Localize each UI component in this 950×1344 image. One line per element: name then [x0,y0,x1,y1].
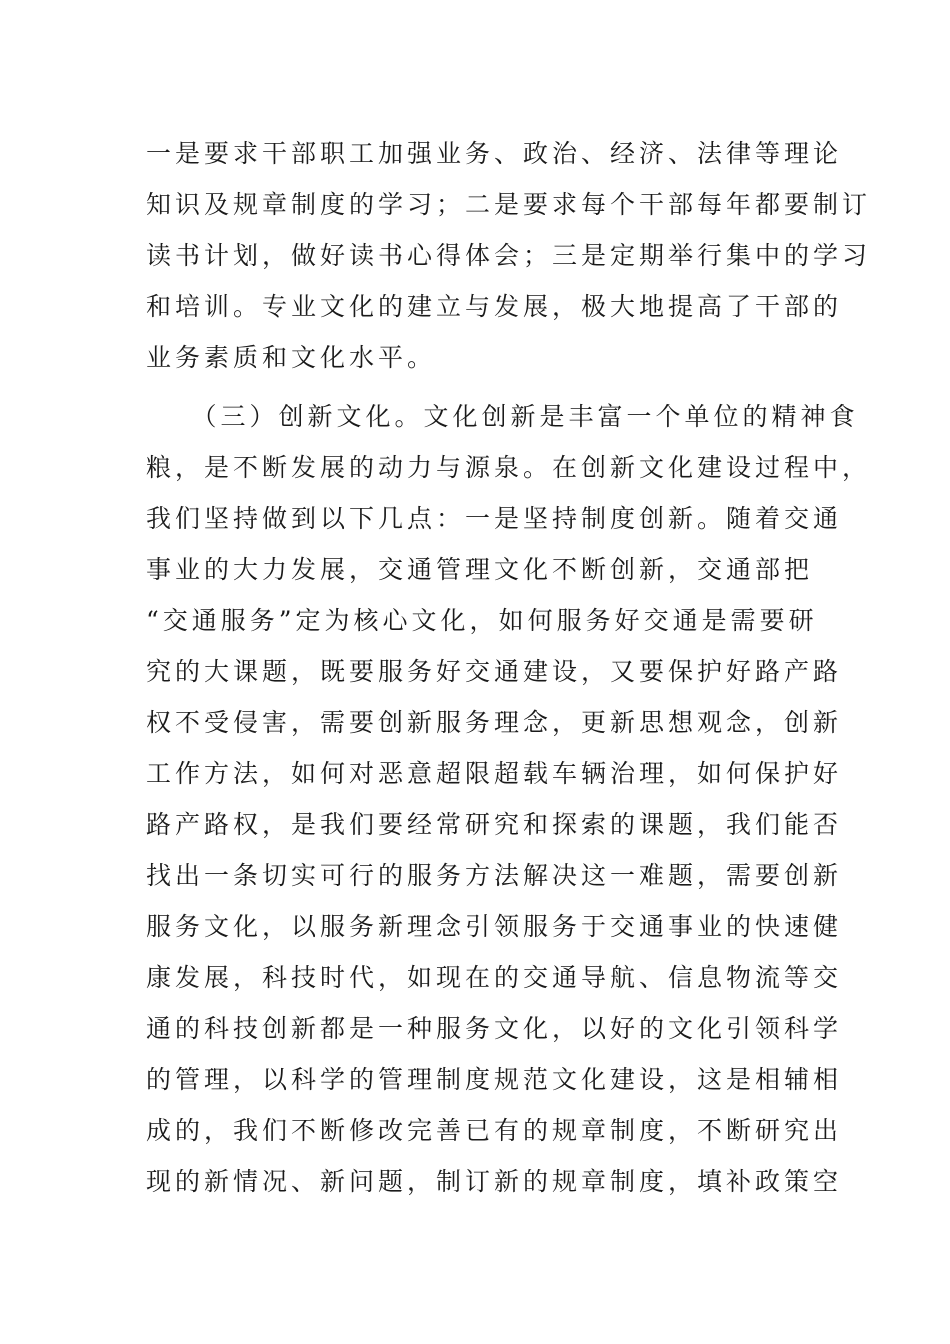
text-line: 读书计划，做好读书心得体会；三是定期举行集中的学习 [146,241,872,270]
text-line: 业务素质和文化水平。 [146,343,437,372]
text-line: 究的大课题，既要服务好交通建设，又要保护好路产路 [146,657,843,686]
text-line: 成的，我们不断修改完善已有的规章制度，不断研究出 [146,1116,843,1145]
text-line: “交通服务”定为核心文化，如何服务好交通是需要研 [146,606,818,635]
text-line: 找出一条切实可行的服务方法解决这一难题，需要创新 [146,861,843,890]
text-line: 我们坚持做到以下几点：一是坚持制度创新。随着交通 [146,504,843,533]
text-line: 事业的大力发展，交通管理文化不断创新，交通部把 [146,555,814,584]
text-line: 康发展，科技时代，如现在的交通导航、信息物流等交 [146,963,843,992]
text-line: 和培训。专业文化的建立与发展，极大地提高了干部的 [146,292,843,321]
text-line: 权不受侵害，需要创新服务理念，更新思想观念，创新 [146,708,843,737]
paragraph-1 [146,128,872,383]
text-line: 知识及规章制度的学习；二是要求每个干部每年都要制订 [146,190,872,219]
text-line: 服务文化，以服务新理念引领服务于交通事业的快速健 [146,912,843,941]
text-line: 的管理，以科学的管理制度规范文化建设，这是相辅相 [146,1065,843,1094]
text-line: 通的科技创新都是一种服务文化，以好的文化引领科学 [146,1014,843,1043]
text-line: 现的新情况、新问题，制订新的规章制度，填补政策空 [146,1167,843,1196]
text-line: 粮，是不断发展的动力与源泉。在创新文化建设过程中， [146,453,872,482]
paragraph-2 [146,391,872,1207]
text-line: 路产路权，是我们要经常研究和探索的课题，我们能否 [146,810,843,839]
paragraph-gap [146,383,806,391]
text-line: （三）创新文化。文化创新是丰富一个单位的精神食 [146,402,859,431]
text-line: 一是要求干部职工加强业务、政治、经济、法律等理论 [146,139,843,168]
text-line: 工作方法，如何对恶意超限超载车辆治理，如何保护好 [146,759,843,788]
document-body [146,128,872,1207]
